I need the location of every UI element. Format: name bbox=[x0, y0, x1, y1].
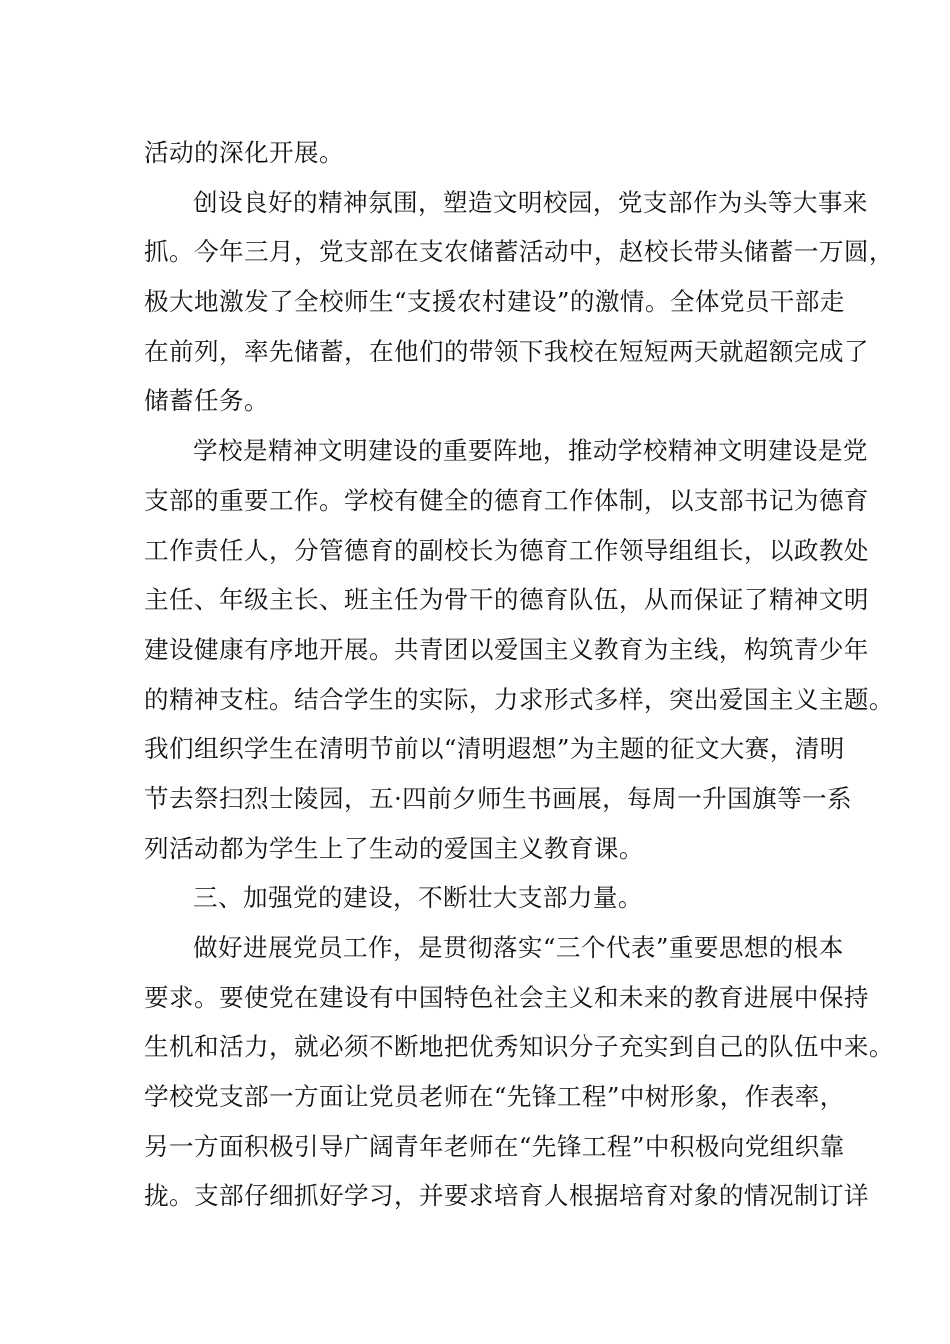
paragraph-line: 学校是精神文明建设的重要阵地，推动学校精神文明建设是党 bbox=[193, 436, 868, 466]
paragraph-line: 另一方面积极引导广阔青年老师在“先锋工程”中积极向党组织靠 bbox=[144, 1131, 845, 1161]
section-heading: 三、加强党的建设，不断壮大支部力量。 bbox=[193, 883, 643, 913]
paragraph-line: 我们组织学生在清明节前以“清明遐想”为主题的征文大赛，清明 bbox=[144, 734, 845, 764]
paragraph-line: 工作责任人，分管德育的副校长为德育工作领导组组长，以政教处 bbox=[144, 535, 869, 565]
paragraph-line: 拢。支部仔细抓好学习，并要求培育人根据培育对象的情况制订详 bbox=[144, 1181, 869, 1211]
body-text bbox=[144, 128, 894, 1221]
paragraph-line: 创设良好的精神氛围，塑造文明校园，党支部作为头等大事来 bbox=[193, 187, 868, 217]
paragraph-line: 支部的重要工作。学校有健全的德育工作体制，以支部书记为德育 bbox=[144, 485, 869, 515]
paragraph-line: 节去祭扫烈士陵园，五·四前夕师生书画展，每周一升国旗等一系 bbox=[144, 783, 853, 813]
paragraph-line: 抓。今年三月，党支部在支农储蓄活动中，赵校长带头储蓄一万圆， bbox=[144, 237, 894, 267]
paragraph-line: 储蓄任务。 bbox=[144, 386, 269, 416]
paragraph-line: 做好进展党员工作，是贯彻落实“三个代表”重要思想的根本 bbox=[193, 933, 844, 962]
paragraph-line: 活动的深化开展。 bbox=[144, 138, 344, 167]
paragraph-line: 在前列，率先储蓄，在他们的带领下我校在短短两天就超额完成了 bbox=[144, 336, 869, 366]
paragraph-line: 列活动都为学生上了生动的爱国主义教育课。 bbox=[144, 833, 644, 863]
paragraph-line: 要求。要使党在建设有中国特色社会主义和未来的教育进展中保持 bbox=[144, 982, 869, 1012]
paragraph-line: 极大地激发了全校师生“支援农村建设”的激情。全体党员干部走 bbox=[144, 287, 845, 317]
paragraph-line: 的精神支柱。结合学生的实际，力求形式多样，突出爱国主义主题。 bbox=[144, 684, 894, 714]
paragraph-line: 生机和活力，就必须不断地把优秀知识分子充实到自己的队伍中来。 bbox=[144, 1032, 894, 1062]
paragraph-line: 建设健康有序地开展。共青团以爱国主义教育为主线，构筑青少年 bbox=[144, 634, 869, 664]
paragraph-line: 主任、年级主长、班主任为骨干的德育队伍，从而保证了精神文明 bbox=[144, 585, 869, 615]
paragraph-line: 学校党支部一方面让党员老师在“先锋工程”中树形象，作表率， bbox=[144, 1082, 845, 1112]
